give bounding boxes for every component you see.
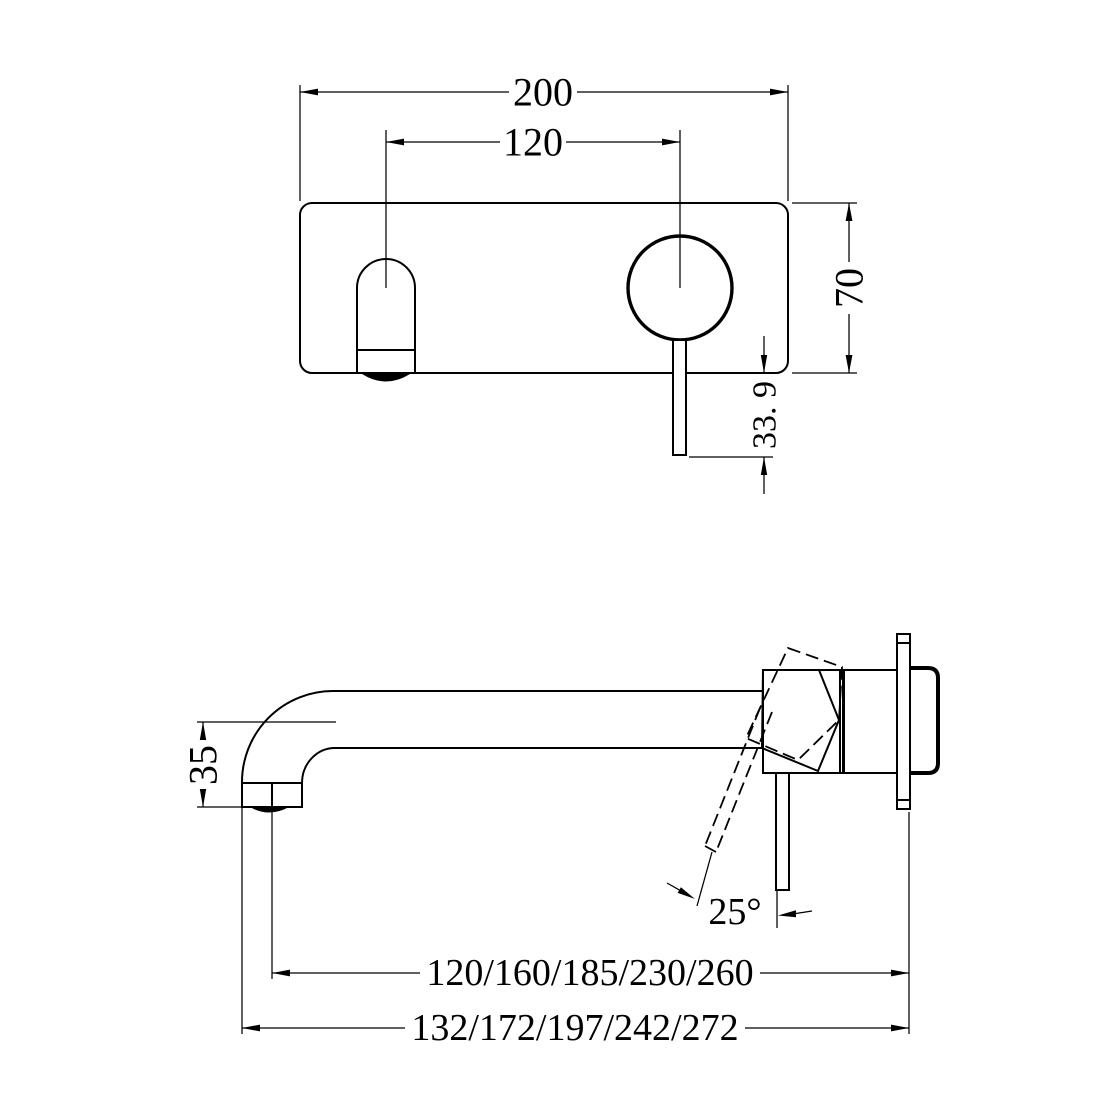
dim-spout-drop-label: 35	[180, 745, 226, 785]
handle-knob-rotated-phantom	[746, 648, 842, 760]
valve-body-square	[763, 670, 843, 773]
arrowhead-top	[846, 203, 853, 221]
dim-plate-width-label: 200	[513, 69, 573, 115]
arrowhead-bottom	[200, 789, 206, 807]
side-view	[181, 634, 939, 1049]
lever-rotated-phantom-left	[705, 708, 760, 846]
dim-hole-centres-label: 120	[503, 119, 563, 165]
dim-spout-reach	[272, 952, 909, 994]
arrowhead-left	[386, 139, 404, 146]
dim-lever-drop-label: 33. 9	[746, 381, 784, 449]
arrowhead-right	[891, 970, 909, 977]
spout-tip-shadow	[362, 374, 410, 382]
dim-lever-angle-label: 25°	[708, 891, 762, 933]
concealed-body	[910, 668, 938, 773]
handle-knob-profile	[762, 670, 839, 771]
faceplate-outline	[300, 203, 788, 373]
arrowhead-bottom	[846, 355, 853, 373]
wall-trim-plate	[897, 634, 910, 809]
aerator-outlet-shadow	[250, 807, 289, 813]
leader-right	[796, 911, 812, 914]
arrowhead-right	[662, 139, 680, 146]
handle-stem-plan	[673, 340, 686, 455]
handle-lever	[776, 773, 789, 890]
arrowhead-right	[891, 1025, 909, 1032]
arrowhead-top	[200, 722, 206, 740]
top-view	[300, 70, 872, 495]
lever-rotated-phantom-right	[716, 712, 772, 852]
dim-hole-centres	[386, 120, 680, 165]
arrowhead-left	[678, 887, 695, 899]
dim-lever-angle	[667, 883, 812, 933]
dim-plate-height-label: 70	[826, 268, 872, 308]
arrowhead-left	[300, 89, 318, 96]
dim-plate-height	[792, 203, 872, 373]
spout-bend-inner	[302, 748, 335, 783]
arrowhead-bottom	[761, 457, 767, 475]
arrowhead-left	[242, 1025, 260, 1032]
lever-rotated-phantom-cap	[705, 846, 716, 852]
arrowhead-right	[770, 89, 788, 96]
dim-lever-drop	[689, 336, 784, 494]
arrowhead-right	[778, 910, 796, 917]
dim-spout-reach-label: 120/160/185/230/260	[426, 952, 754, 994]
dim-spout-drop	[181, 722, 337, 807]
cartridge-housing	[844, 670, 897, 773]
spout-bend-outer	[242, 691, 333, 782]
dim-overall-reach-label: 132/172/197/242/272	[411, 1007, 739, 1049]
arrowhead-left	[272, 970, 290, 977]
dim-overall-reach	[242, 1007, 909, 1049]
arrowhead-top	[761, 355, 767, 373]
